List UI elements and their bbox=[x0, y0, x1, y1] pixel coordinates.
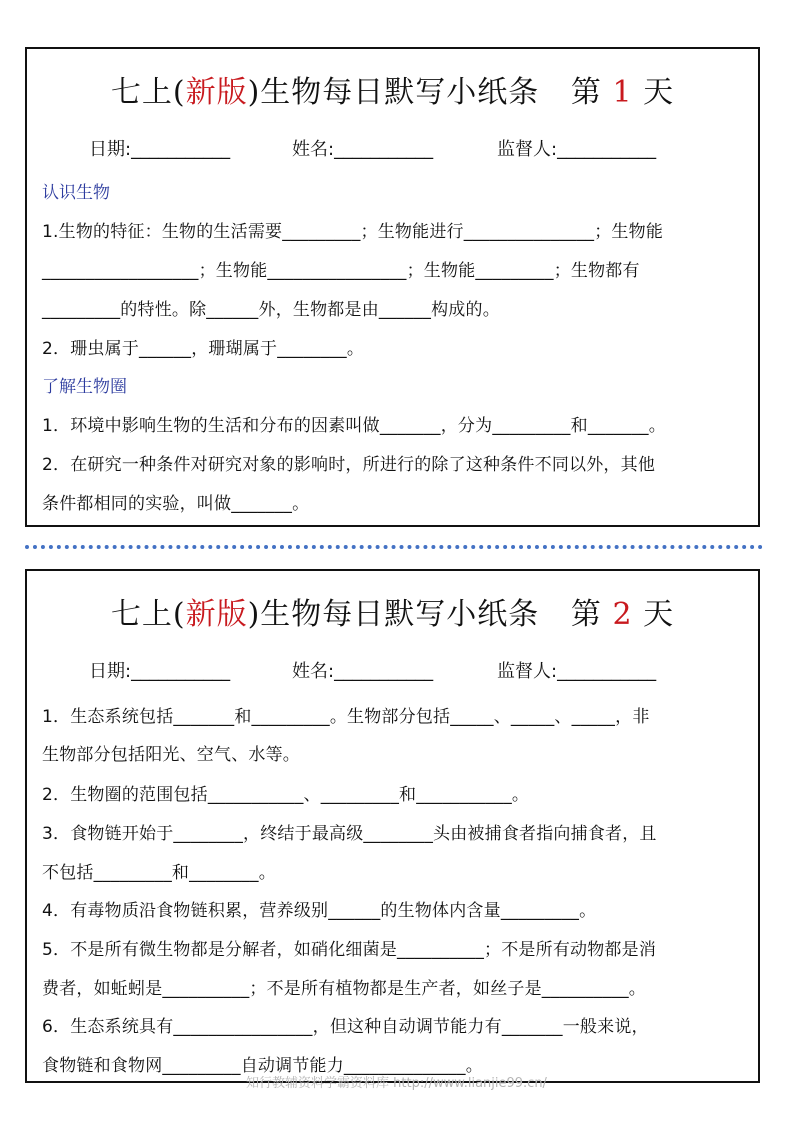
day-prefix: 第 bbox=[570, 75, 602, 110]
question-line: __________________；生物能________________；生物能_________；生物都有 bbox=[42, 261, 640, 281]
question-line: 4．有毒物质沿食物链积累，营养级别______的生物体内含量_________。 bbox=[42, 901, 597, 921]
question-line: 食物链和食物网_________自动调节能力______________。 bbox=[42, 1056, 483, 1076]
title-prefix: 七上( bbox=[110, 597, 186, 632]
question-line: 2．生物圈的范围包括___________、_________和___________。 bbox=[42, 785, 530, 805]
name-field: 姓名:___________ bbox=[292, 661, 434, 682]
question-line: 不包括_________和________。 bbox=[42, 863, 276, 883]
day-suffix: 天 bbox=[643, 75, 675, 110]
question-line: 条件都相同的实验，叫做_______。 bbox=[42, 494, 310, 514]
cut-line-divider bbox=[25, 545, 763, 549]
question-line: 2．珊虫属于______，珊瑚属于________。 bbox=[42, 339, 365, 359]
supervisor-field: 监督人:___________ bbox=[497, 139, 657, 160]
card-title bbox=[27, 67, 758, 111]
title-highlight: 新版 bbox=[185, 75, 248, 110]
date-field: 日期:___________ bbox=[89, 139, 231, 160]
watermark-footer: 知行教辅资料学霸资料库 http://www.lianjie99.cn/ bbox=[246, 1076, 547, 1091]
title-main: )生物每日默写小纸条 bbox=[247, 75, 540, 110]
title-prefix: 七上( bbox=[110, 75, 186, 110]
name-field: 姓名:___________ bbox=[292, 139, 434, 160]
day-suffix: 天 bbox=[643, 597, 675, 632]
question-line: _________的特性。除______外，生物都是由______构成的。 bbox=[42, 300, 500, 320]
question-line: 1.生物的特征：生物的生活需要_________；生物能进行_______________；生物能 bbox=[42, 222, 664, 242]
title-highlight: 新版 bbox=[185, 597, 248, 632]
question-line: 生物部分包括阳光、空气、水等。 bbox=[42, 745, 300, 765]
question-line: 6．生态系统具有________________，但这种自动调节能力有_______一般来说， bbox=[42, 1017, 649, 1037]
question-line: 5．不是所有微生物都是分解者，如硝化细菌是__________；不是所有动物都是消 bbox=[42, 940, 657, 960]
card-title bbox=[27, 589, 758, 633]
question-line: 3．食物链开始于________，终结于最高级________头由被捕食者指向捕食者，且 bbox=[42, 824, 657, 844]
day-number: 2 bbox=[612, 597, 633, 632]
title-main: )生物每日默写小纸条 bbox=[247, 597, 540, 632]
question-line: 1．生态系统包括_______和_________。生物部分包括_____、_____、_____，非 bbox=[42, 707, 650, 727]
section-heading: 了解生物圈 bbox=[42, 377, 127, 397]
question-line: 1．环境中影响生物的生活和分布的因素叫做_______，分为_________和_______。 bbox=[42, 416, 666, 436]
day-prefix: 第 bbox=[570, 597, 602, 632]
worksheet-card-day-2 bbox=[25, 569, 760, 1083]
day-number: 1 bbox=[612, 75, 633, 110]
section-heading: 认识生物 bbox=[42, 183, 110, 203]
question-line: 费者，如蚯蚓是__________；不是所有植物都是生产者，如丝子是__________。 bbox=[42, 979, 646, 999]
question-line: 2．在研究一种条件对研究对象的影响时，所进行的除了这种条件不同以外，其他 bbox=[42, 455, 656, 475]
worksheet-card-day-1 bbox=[25, 47, 760, 527]
date-field: 日期:___________ bbox=[89, 661, 231, 682]
supervisor-field: 监督人:___________ bbox=[497, 661, 657, 682]
